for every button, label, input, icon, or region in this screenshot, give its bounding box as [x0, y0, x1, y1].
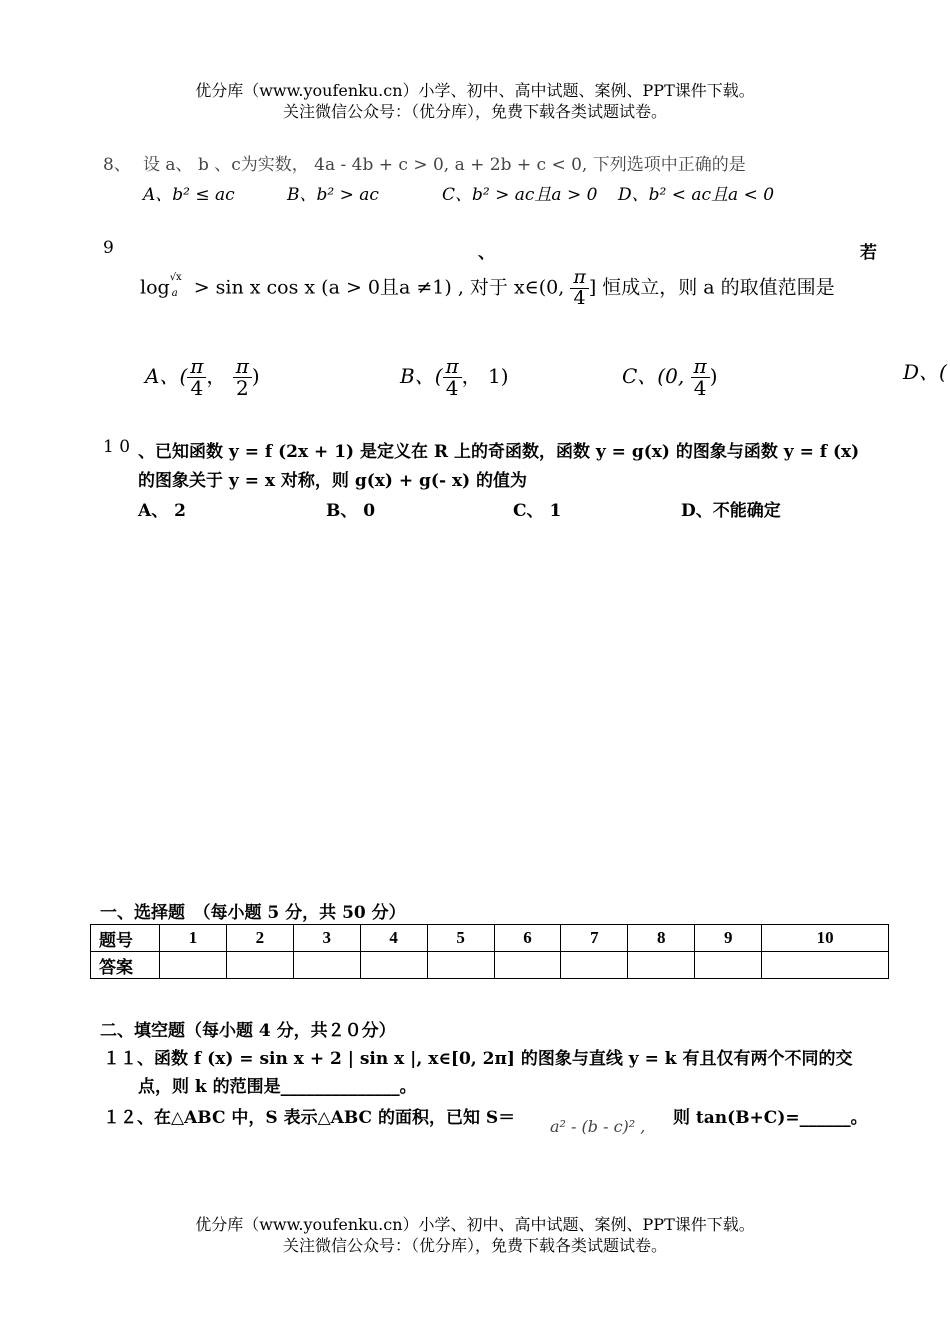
answer-table-num-2: 2	[226, 925, 293, 952]
footer-line-1: 优分库（www.youfenku.cn）小学、初中、高中试题、案例、PPT课件下载。	[195, 1215, 755, 1234]
answer-table-num-6: 6	[494, 925, 561, 952]
q11-line-1: １１、函数 f (x) = sin x + 2 | sin x |, x∈[0, 2π] 的图象与直线 y = k 有且仅有两个不同的交	[103, 1049, 853, 1069]
q9-stem-end: ] 恒成立，则 a 的取值范围是	[588, 276, 835, 299]
q9-stem-middle: > sin x cos x (a > 0且a ≠1) , 对于 x∈(0,	[187, 276, 571, 299]
q10-option-a: A、 2	[138, 501, 186, 521]
q9-log-sub: a	[171, 288, 178, 300]
section1-title: 一、选择题 （每小题 5 分，共 50 分）	[100, 903, 406, 923]
answer-cell-2[interactable]	[226, 952, 293, 979]
answer-table-num-8: 8	[628, 925, 695, 952]
answer-table-num-1: 1	[160, 925, 227, 952]
answer-table	[90, 924, 889, 979]
q9-log: log	[140, 276, 170, 299]
q10-option-d: D、不能确定	[681, 501, 781, 521]
answer-cell-8[interactable]	[628, 952, 695, 979]
answer-table-answer-row	[91, 952, 889, 979]
answer-table-header-row	[91, 925, 889, 952]
q9-pi-over-4: $\frac{\pi}{4}$	[570, 268, 589, 309]
q8-option-a: A、b² ≤ ac	[143, 185, 235, 205]
q9-option-b: B、( $\frac{\pi}{4}$ ， 1)	[400, 354, 509, 400]
q9-option-d: D、(	[903, 360, 947, 384]
q12-expression: a² - (b - c)² ,	[550, 1117, 646, 1136]
q10-number: 1 0	[103, 437, 131, 457]
q8-option-c: C、b² > ac且a > 0	[442, 185, 598, 205]
answer-table-num-4: 4	[360, 925, 427, 952]
q10-line-1: 、已知函数 y = f (2x + 1) 是定义在 R 上的奇函数，函数 y = g(x) 的图象与函数 y = f (x)	[138, 442, 860, 462]
header-line-1: 优分库（www.youfenku.cn）小学、初中、高中试题、案例、PPT课件下载。	[195, 81, 755, 100]
q10-line-2: 的图象关于 y = x 对称，则 g(x) + g(- x) 的值为	[138, 471, 528, 491]
answer-cell-3[interactable]	[293, 952, 360, 979]
q10-option-c: C、 1	[513, 501, 562, 521]
answer-table-num-5: 5	[427, 925, 494, 952]
q8-number: 8、	[103, 155, 131, 175]
answer-cell-1[interactable]	[160, 952, 227, 979]
q9-option-c: C、(0, $\frac{\pi}{4}$ )	[622, 354, 718, 400]
q8-stem: 设 a、 b 、c为实数， 4a - 4b + c > 0, a + 2b + c < 0, 下列选项中正确的是	[143, 155, 746, 175]
answer-cell-10[interactable]	[762, 952, 889, 979]
answer-table-num-10: 10	[762, 925, 889, 952]
answer-table-label-daan: 答案	[91, 952, 160, 979]
footer-line-2: 关注微信公众号：（优分库），免费下载各类试题试卷。	[282, 1236, 667, 1255]
answer-table-label-tihao: 题号	[91, 925, 160, 952]
answer-table-num-3: 3	[293, 925, 360, 952]
q12-text-a: １２、在△ABC 中，S 表示△ABC 的面积，已知 S＝	[103, 1108, 516, 1128]
q9-separator: 、	[478, 243, 495, 263]
q9-stem	[140, 268, 835, 309]
answer-cell-6[interactable]	[494, 952, 561, 979]
answer-table-num-7: 7	[561, 925, 628, 952]
q9-option-a: A、( $\frac{\pi}{4}$ ， $\frac{\pi}{2}$ )	[145, 354, 260, 400]
q10-option-b: B、 0	[326, 501, 376, 521]
q11-line-2: 点，则 k 的范围是______________。	[138, 1077, 417, 1097]
answer-cell-9[interactable]	[695, 952, 762, 979]
q9-ruo: 若	[860, 243, 877, 263]
q9-number: 9	[103, 238, 114, 258]
q12-text-b: 则 tan(B+C)=______。	[673, 1108, 868, 1128]
answer-table-num-9: 9	[695, 925, 762, 952]
q9-log-sup: √x	[169, 272, 182, 284]
answer-cell-5[interactable]	[427, 952, 494, 979]
header-line-2: 关注微信公众号：（优分库），免费下载各类试题试卷。	[282, 102, 667, 121]
q8-option-b: B、b² > ac	[287, 185, 379, 205]
q8-option-d: D、b² < ac且a < 0	[618, 185, 775, 205]
answer-cell-4[interactable]	[360, 952, 427, 979]
answer-cell-7[interactable]	[561, 952, 628, 979]
section2-title: 二、填空题（每小题 4 分，共２０分）	[100, 1021, 396, 1041]
